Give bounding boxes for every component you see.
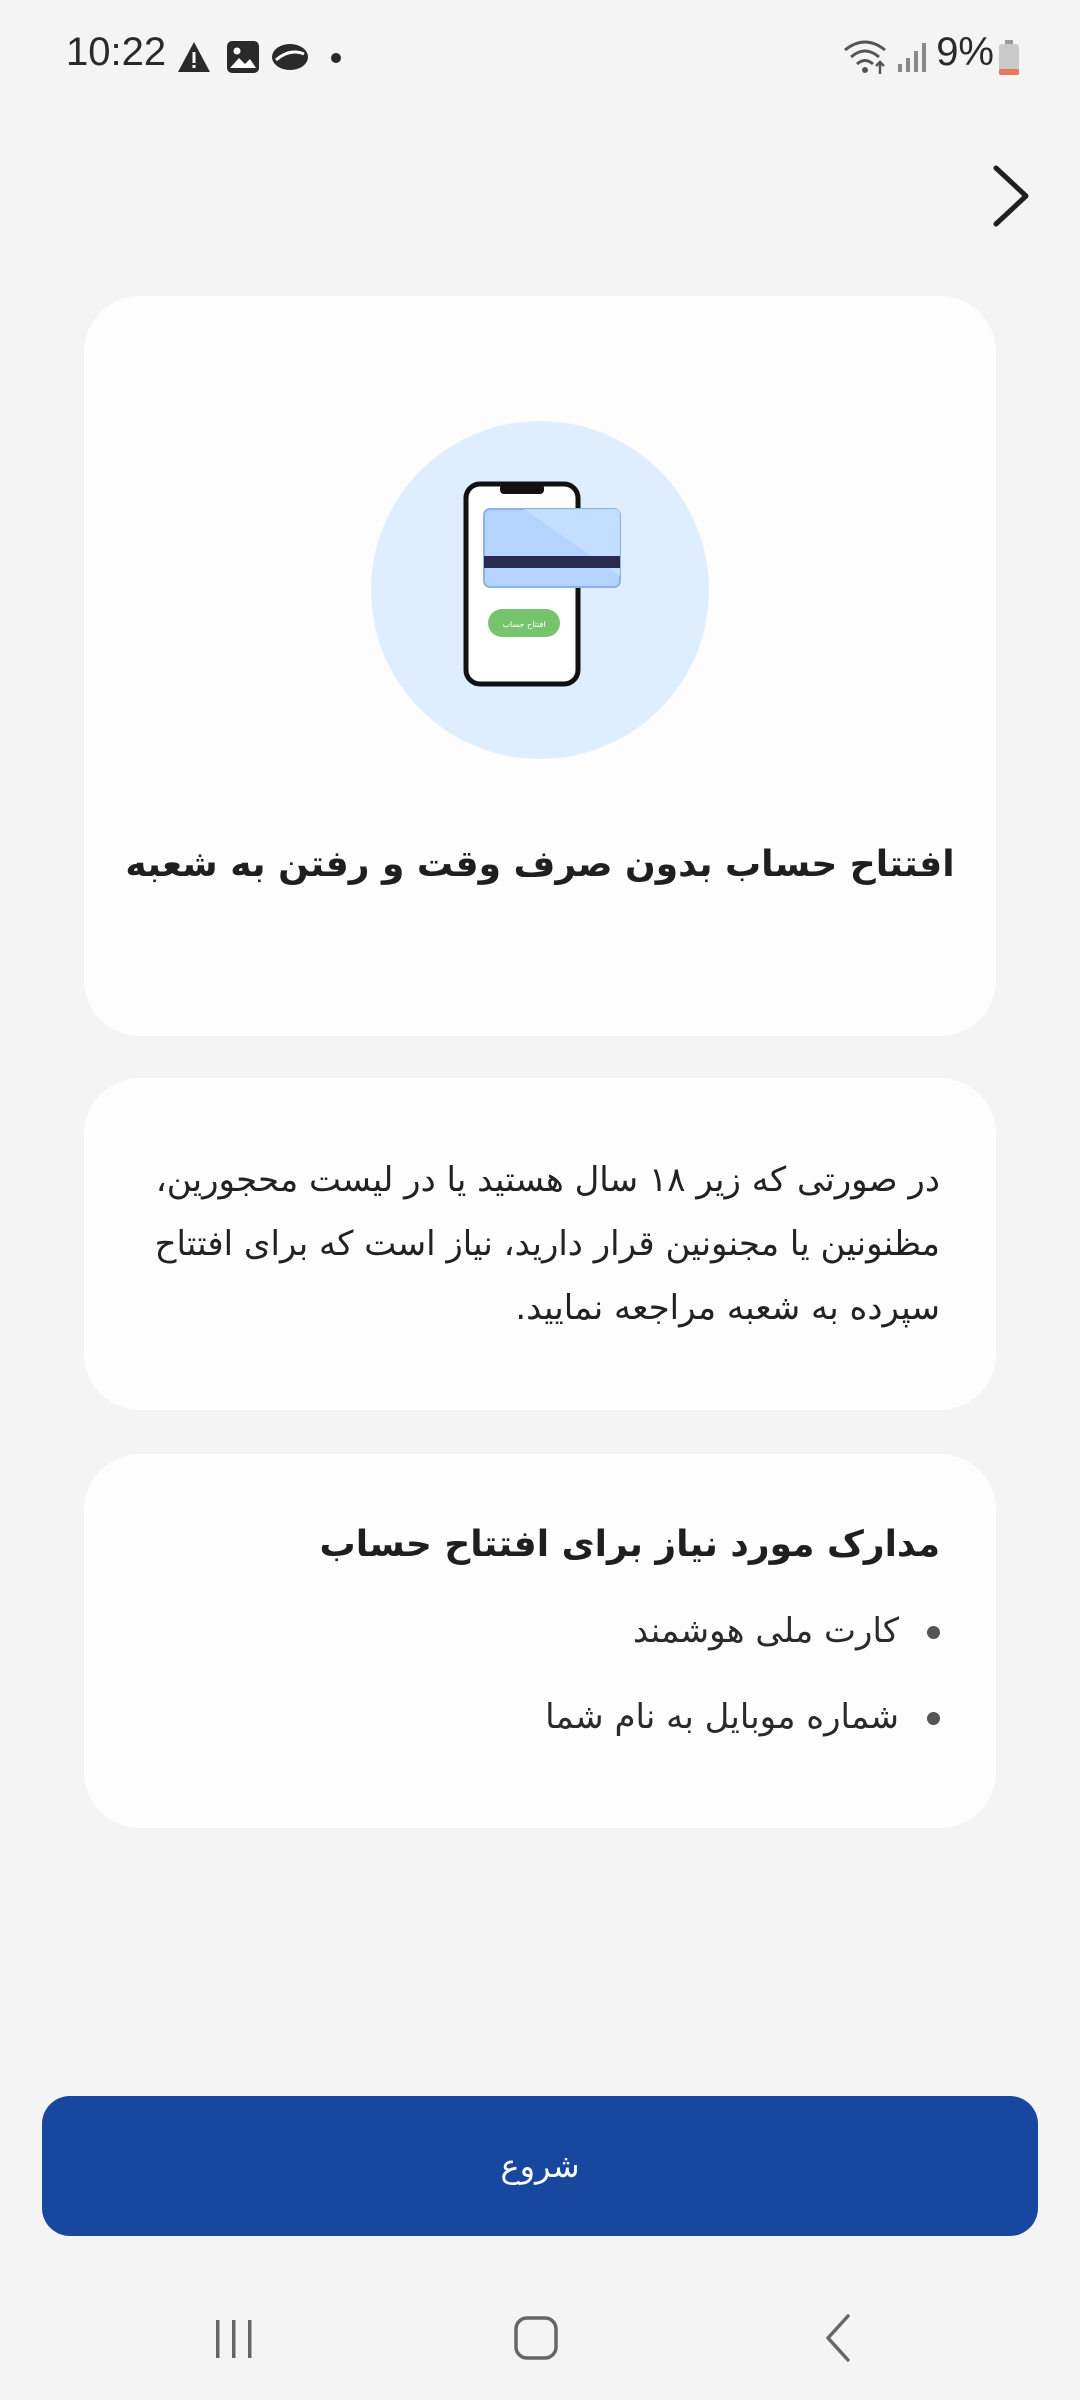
phone-with-card-illustration [434,476,654,696]
hero-card [84,296,996,1036]
phone-button-label: افتتاح حساب [502,620,546,629]
hero-title: افتتاح حساب بدون صرف وقت و رفتن به شعبه [125,844,955,885]
status-bar [0,0,1080,118]
bullet-icon [927,1712,940,1725]
bullet-icon [927,1626,940,1639]
notice-text: در صورتی که زیر ۱۸ سال هستید یا در لیست محجورین، مظنونین یا مجنونین قرار دارید، نیاز است که برای افتتاح سپرده به شعبه مراجعه نمایید. [154,1160,940,1328]
app-notification-icon [270,40,310,74]
battery-icon [998,40,1020,76]
notice-card [84,1078,996,1410]
documents-title: مدارک مورد نیاز برای افتتاح حساب [319,1524,940,1565]
documents-list [545,1604,940,1776]
list-item [545,1604,940,1690]
home-icon[interactable] [496,2308,576,2368]
list-item [545,1690,940,1776]
wifi-icon [842,38,888,76]
navigation-bar [0,2268,1080,2400]
back-icon[interactable] [800,2308,880,2368]
chevron-right-icon[interactable] [982,160,1042,232]
recent-apps-icon[interactable] [194,2308,274,2368]
status-time: 10:22 [66,30,167,74]
dot-icon [330,52,342,64]
start-button[interactable]: شروع [42,2096,1038,2236]
signal-icon [896,40,930,74]
image-icon [226,40,260,74]
battery-percent: 9% [936,30,994,74]
document-item-label: کارت ملی هوشمند [632,1611,899,1651]
document-item-label: شماره موبایل به نام شما [545,1697,899,1737]
warning-icon [176,40,212,74]
documents-card [84,1454,996,1828]
